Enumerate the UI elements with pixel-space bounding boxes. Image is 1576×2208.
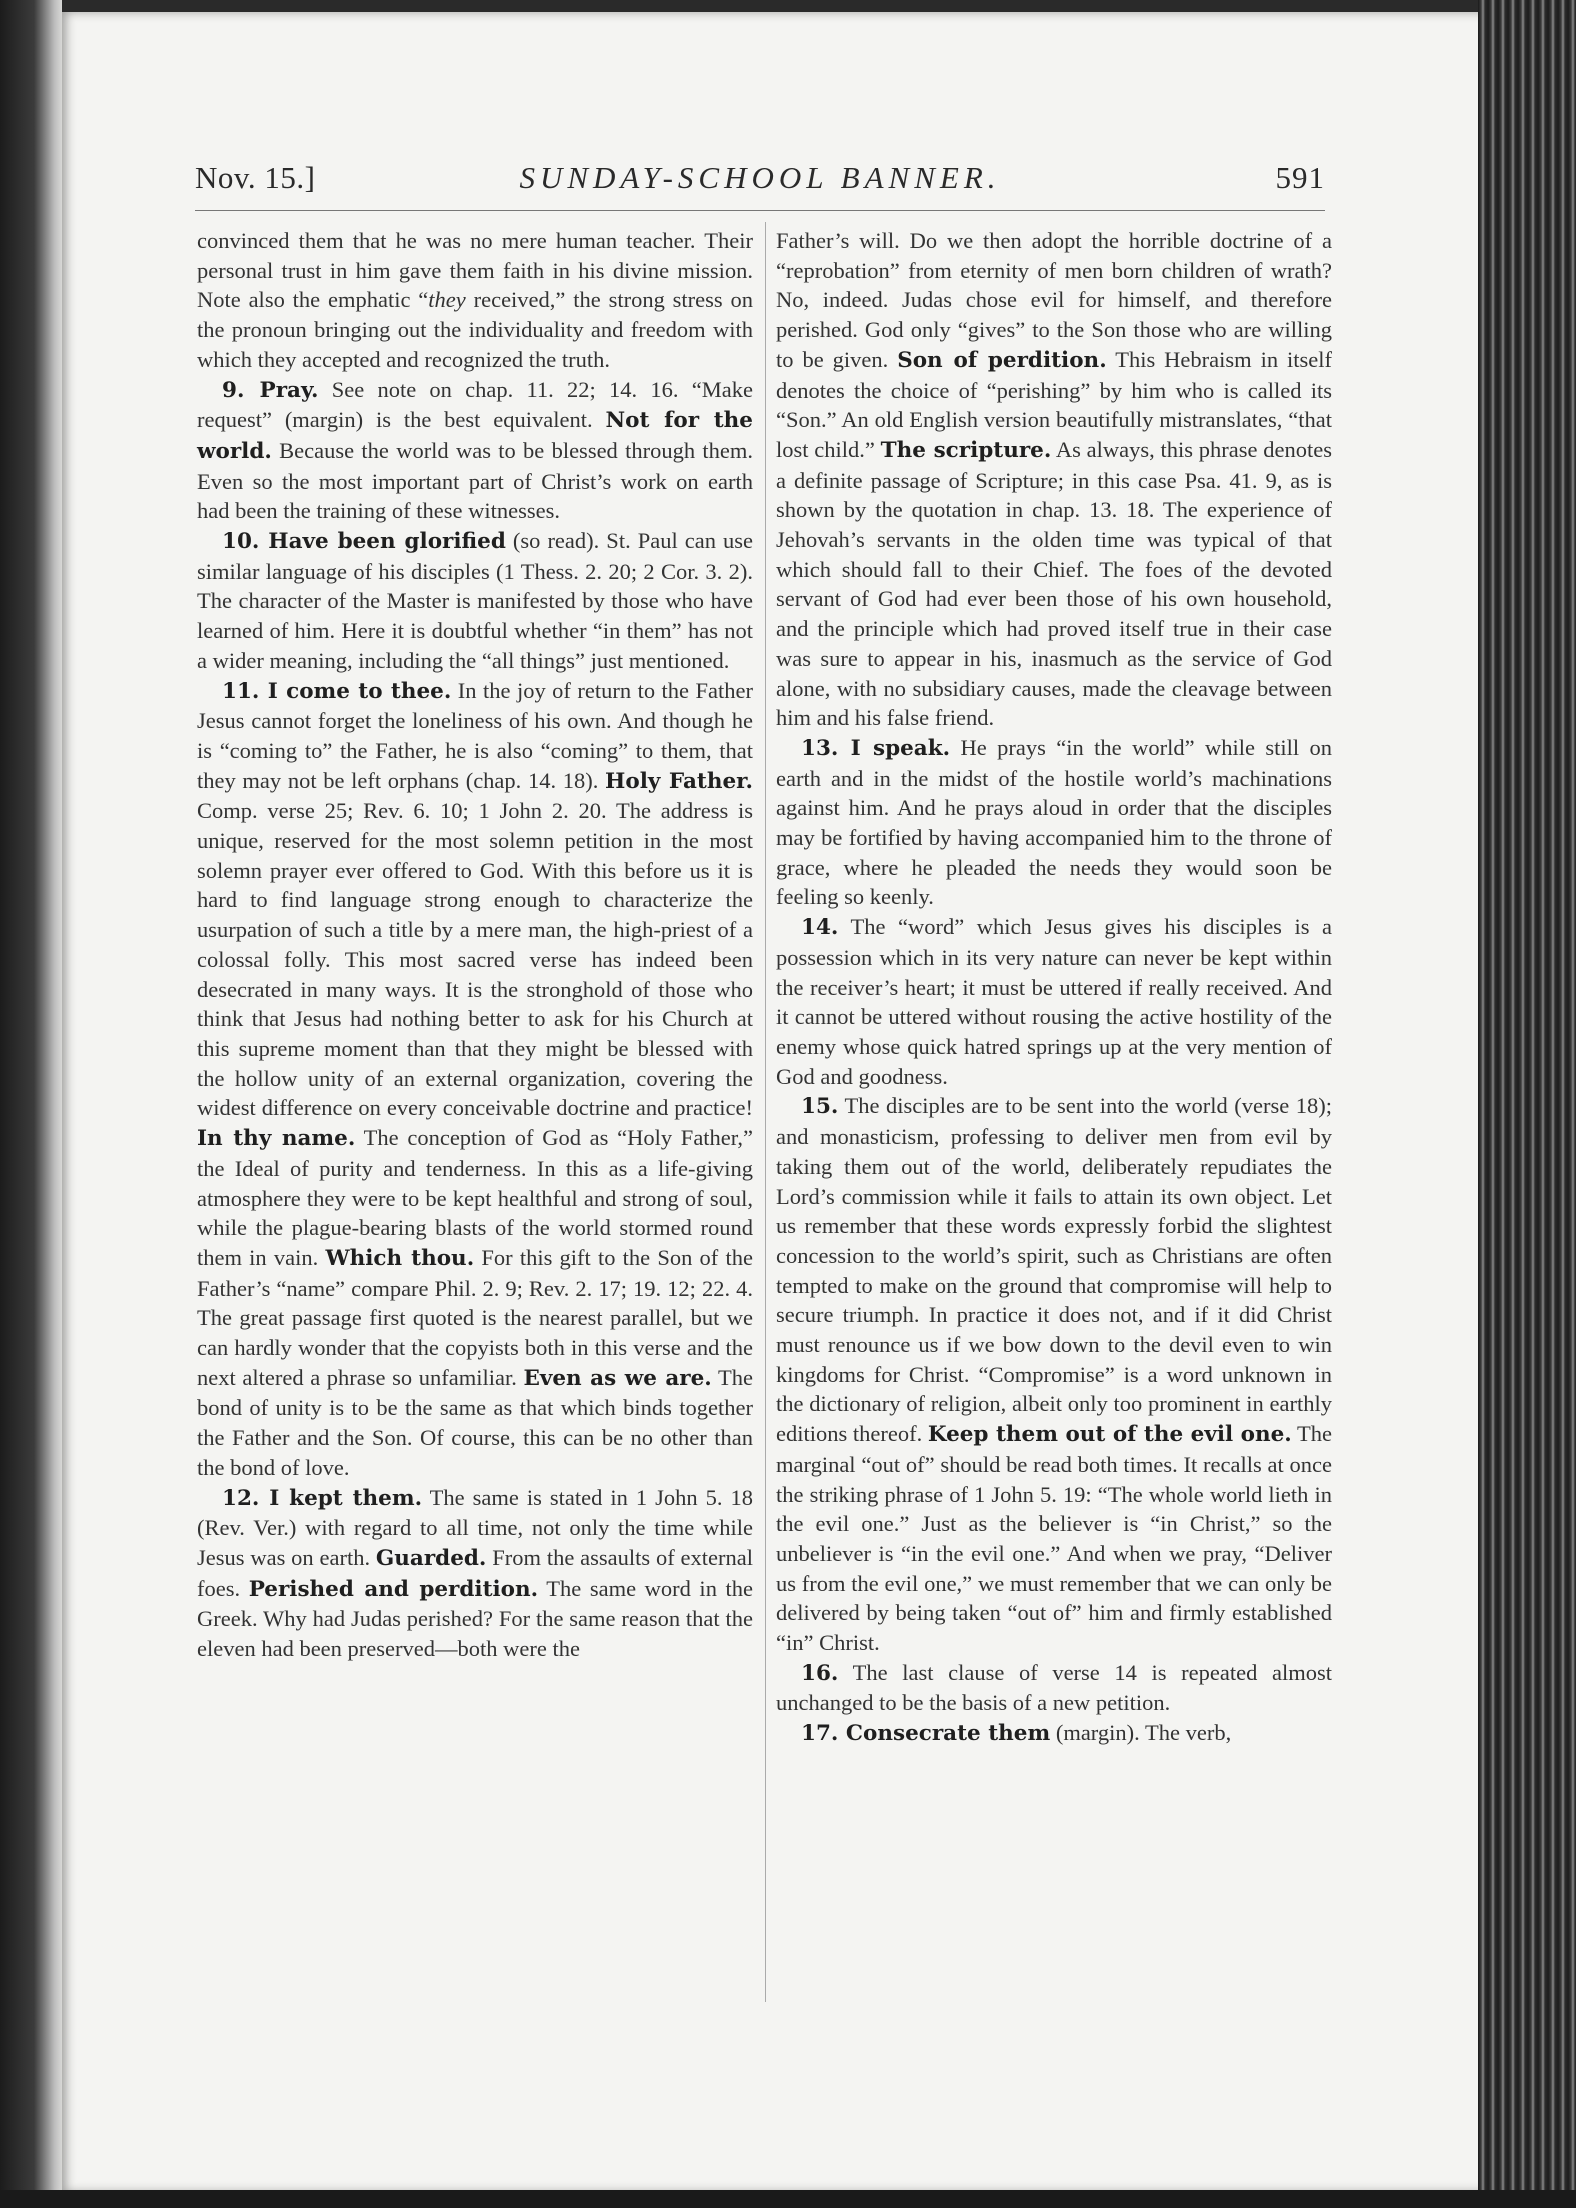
header-rule	[195, 210, 1325, 211]
bottom-edge	[0, 2190, 1576, 2208]
verse-heading: Not for the world.	[197, 408, 753, 464]
body-text: received,” the strong stress on the pronoun bringing out the individuality and freedom with which they accepted and recognized the truth.	[197, 287, 753, 372]
body-text: See note on chap. 11. 22; 14. 16. “Make request” (margin) is the best equivalent.	[197, 376, 753, 433]
verse-note	[776, 1658, 1332, 1718]
verse-heading: 16.	[801, 1660, 839, 1686]
journal-title: SUNDAY-SCHOOL BANNER.	[519, 160, 1001, 195]
verse-heading: Son of perdition.	[897, 347, 1107, 373]
page-number: 591	[1275, 160, 1325, 195]
verse-heading: Which thou.	[325, 1245, 475, 1271]
verse-note	[197, 1483, 753, 1664]
body-text: Father’s will. Do we then adopt the horrible doctrine of a “reprobation” from eternity of men born children of wrath? No, indeed. Judas chose evil for himself, and therefore perished. God only “gives” to the Son those who are willing to be given.	[776, 228, 1332, 372]
emphasis-text: they	[428, 287, 466, 313]
continued-paragraph	[776, 226, 1332, 733]
body-text: The disciples are to be sent into the world (verse 18); and monasticism, professing to deliver men from evil by taking them out of the world, deliberately repudiates the Lord’s commission while it fails to attain its own object. Let us remember that these words expressly forbid the slightest concession to the world’s spirit, such as Christians are often tempted to make on the ground that compromise will help to secure triumph. In practice it does not, and if it did Christ must renounce us if we bow down to the devil even to win kingdoms for Christ. “Compromise” is a word unknown in the dictionary of religion, albeit only too prominent in earthly editions thereof.	[776, 1093, 1332, 1447]
verse-heading: 11. I come to thee.	[222, 678, 452, 704]
body-text: For this gift to the Son of the Father’s “name” compare Phil. 2. 9; Rev. 2. 17; 19. 12; 22. 4. The great passage first quoted is the nearest parallel, but we can hardly wonder that the copyists both in this verse and the next altered a phrase so unfamiliar.	[197, 1244, 753, 1390]
verse-heading: 10. Have been glorified	[222, 529, 506, 555]
body-text: In the joy of return to the Father Jesus cannot forget the loneliness of his own. And though he is “coming to” the Father, he is also “coming” to them, that they may not be left orphans (chap. 14. 18).	[197, 677, 753, 793]
body-text: He prays “in the world” while still on earth and in the midst of the hostile world’s machinations against him. And he prays aloud in order that the disciples may be fortified by having accompanied him to the throne of grace, where he pleaded the needs they would soon be feeling so keenly.	[776, 734, 1332, 910]
verse-heading: 17. Consecrate them	[801, 1721, 1051, 1747]
body-text: The marginal “out of” should be read both times. It recalls at once the striking phrase of 1 John 5. 19: “The whole world lieth in the evil one.” Just as the believer is “in Christ,” so the unbeliever is “in the evil one.” And when we pray, “Deliver us from the evil one,” we must remember that we can only be delivered by being taken “out of” him and firmly established “in” Christ.	[776, 1421, 1333, 1656]
body-text: (margin). The verb,	[1050, 1720, 1232, 1746]
verse-note	[776, 733, 1332, 912]
body-text: As always, this phrase denotes a definite passage of Scripture; in this case Psa. 41. 9, as is shown by the quotation in chap. 13. 18. The experience of Jehovah’s servants in the olden time was typical of that which should fall to their Chief. The foes of the devoted servant of God had ever been those of his own household, and the principle which had proved itself true in their case was sure to appear in his, inasmuch as the service of God alone, with no subsidiary causes, made the cleavage between him and his false friend.	[776, 436, 1332, 731]
body-text: The conception of God as “Holy Father,” the Ideal of purity and tenderness. In this as a life-giving atmosphere they were to be kept healthful and strong of soul, while the plague-bearing blasts of the world stormed round them in vain.	[197, 1125, 753, 1270]
body-text: This Hebraism in itself denotes the choice of “perishing” by him who is called its “Son.” An old English version beautifully mistranslates, “that lost child.”	[776, 346, 1333, 462]
book-gutter	[0, 0, 62, 2208]
verse-heading: 13. I speak.	[801, 735, 951, 761]
body-text: The last clause of verse 14 is repeated almost unchanged to be the basis of a new petition.	[776, 1659, 1332, 1716]
body-text: The same is stated in 1 John 5. 18 (Rev. Ver.) with regard to all time, not only the time while Jesus was on earth.	[197, 1484, 753, 1570]
verse-heading: Guarded.	[375, 1545, 487, 1571]
body-text: From the assaults of external foes.	[197, 1544, 754, 1601]
verse-note	[776, 912, 1332, 1091]
body-text: (so read). St. Paul can use similar language of his disciples (1 Thess. 2. 20; 2 Cor. 3. 2). The character of the Master is manifested by those who have learned of him. Here it is doubtful whether “in them” has not a wider meaning, including the “all things” just mentioned.	[197, 528, 753, 673]
continued-paragraph	[197, 226, 753, 375]
running-header	[195, 160, 1325, 204]
verse-heading: In thy name.	[197, 1126, 356, 1152]
body-text: Because the world was to be blessed through them. Even so the most important part of Christ’s work on earth had been the training of these witnesses.	[197, 437, 753, 524]
verse-heading: 15.	[801, 1094, 839, 1120]
right-column	[776, 226, 1332, 1749]
body-text: convinced them that he was no mere human teacher. Their personal trust in him gave them faith in his divine mission. Note also the emphatic “	[197, 228, 753, 313]
column-divider	[765, 222, 766, 2002]
body-text: The same word in the Greek. Why had Judas perished? For the same reason that the eleven had been preserved—both were the	[197, 1575, 753, 1662]
verse-note	[197, 526, 753, 676]
page-edges	[1478, 0, 1576, 2208]
verse-heading: 12. I kept them.	[222, 1485, 423, 1511]
verse-heading: Holy Father.	[605, 768, 753, 794]
verse-note	[197, 676, 753, 1483]
verse-heading: 14.	[801, 915, 839, 941]
left-column	[197, 226, 753, 1664]
verse-heading: Even as we are.	[523, 1365, 712, 1391]
verse-heading: 9. Pray.	[222, 377, 319, 403]
body-text: The “word” which Jesus gives his disciples is a possession which in its very nature can never be kept within the receiver’s heart; it must be uttered if really received. And it cannot be uttered without rousing the active hostility of the enemy whose quick hatred springs up at the very mention of God and goodness.	[776, 914, 1332, 1089]
verse-note	[197, 375, 753, 527]
body-text: The bond of unity is to be the same as that which binds together the Father and the Son. Of course, this can be no other than the bond of love.	[197, 1364, 753, 1480]
verse-heading: The scripture.	[880, 437, 1052, 463]
body-text: Comp. verse 25; Rev. 6. 10; 1 John 2. 20. The address is unique, reserved for the most solemn petition in the most solemn prayer ever offered to God. With this before us it is hard to find language strong enough to characterize the usurpation of such a title by a mere man, the high-priest of a colossal folly. This most sacred verse has indeed been desecrated in many ways. It is the stronghold of those who think that Jesus had nothing better to ask for his Church at this supreme moment than that they might be blessed with the hollow unity of an external organization, covering the widest difference on every conceivable doctrine and practice!	[197, 798, 753, 1121]
verse-note	[776, 1718, 1332, 1749]
issue-date: Nov. 15.]	[195, 160, 316, 195]
verse-note	[776, 1091, 1332, 1657]
verse-heading: Keep them out of the evil one.	[927, 1422, 1292, 1448]
verse-heading: Perished and perdition.	[248, 1576, 539, 1602]
